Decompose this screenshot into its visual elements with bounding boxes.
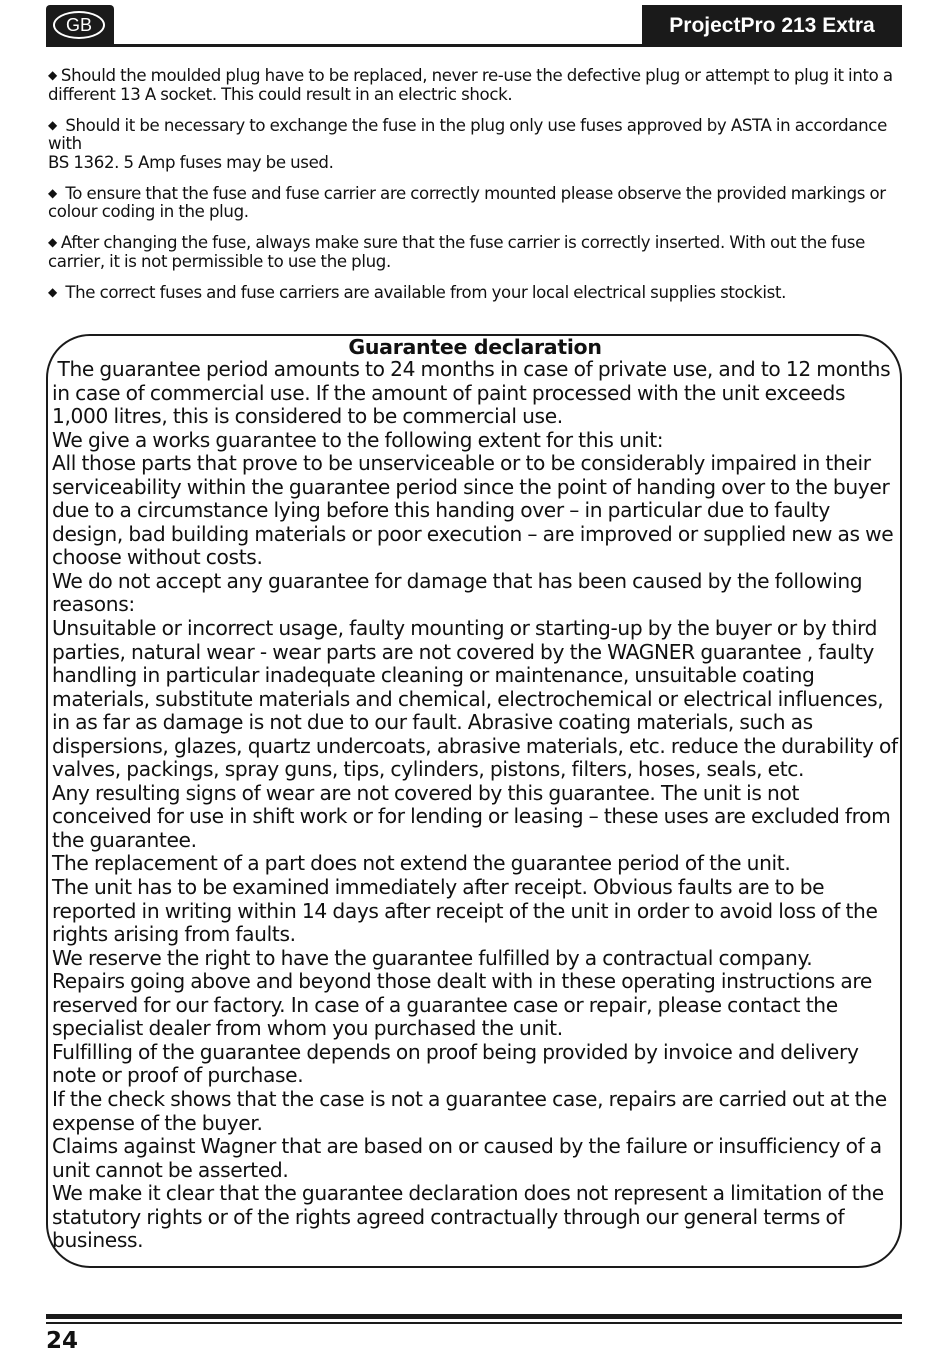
bullet-text: Should it be necessary to exchange the fuse in the plug only use fuses approved by ASTA in accordance with BS 1362. 5 Amp fuses may be used.	[48, 115, 887, 172]
bullet-text: The correct fuses and fuse carriers are available from your local electrical supplies stockist.	[65, 282, 787, 302]
country-badge	[46, 5, 114, 47]
guarantee-paragraph: If the check shows that the case is not a guarantee case, repairs are carried out at the expense of the buyer.	[52, 1086, 887, 1135]
diamond-bullet-icon: ◆	[48, 185, 57, 200]
guarantee-paragraph: We do not accept any guarantee for damage that has been caused by the following reasons:	[52, 568, 863, 617]
guarantee-paragraph: Claims against Wagner that are based on or caused by the failure or insufficiency of a unit cannot be asserted.	[52, 1134, 882, 1182]
diamond-bullet-icon: ◆	[48, 284, 57, 299]
guarantee-paragraph: All those parts that prove to be unserviceable or to be considerably impaired in their serviceability within the guarantee period since the point of handing over to the buyer due to a circumstance lying before this handing over – in particular due to faulty design, bad building materials or poor execution – are improved or supplied new as we choose without costs.	[52, 451, 894, 570]
bullet-item	[48, 233, 906, 271]
guarantee-title: Guarantee declaration	[348, 335, 602, 359]
bullet-item	[48, 184, 906, 222]
footer-rule-thin	[46, 1322, 902, 1324]
guarantee-paragraph: We reserve the right to have the guarantee fulfilled by a contractual company.	[52, 945, 813, 970]
diamond-bullet-icon: ◆	[48, 68, 57, 82]
product-title: ProjectPro 213 Extra	[642, 5, 902, 47]
page-header	[46, 5, 902, 49]
bullet-item	[48, 116, 906, 173]
guarantee-paragraph: Repairs going above and beyond those dealt with in these operating instructions are reserved for our factory. In case of a guarantee case or repair, please contact the specialist dealer from whom you purchased the unit.	[52, 969, 872, 1041]
guarantee-paragraph: The unit has to be examined immediately after receipt. Obvious faults are to be reported in writing within 14 days after receipt of the unit in order to avoid loss of the rights arising from faults.	[52, 875, 878, 947]
country-code: GB	[53, 11, 105, 39]
guarantee-paragraph: The guarantee period amounts to 24 months in case of private use, and to 12 months in case of commercial use. If the amount of paint processed with the unit exceeds 1,000 litres, this is considered to be commercial use.	[52, 357, 896, 429]
footer-rule	[46, 1314, 902, 1319]
guarantee-paragraph: Any resulting signs of wear are not covered by this guarantee. The unit is not conceived for use in shift work or for lending or leasing – these uses are excluded from the guarantee.	[52, 780, 891, 852]
diamond-bullet-icon: ◆	[48, 117, 57, 132]
guarantee-paragraph: Fulfilling of the guarantee depends on proof being provided by invoice and delivery note or proof of purchase.	[52, 1039, 859, 1088]
diamond-bullet-icon: ◆	[48, 235, 57, 249]
bullet-text: After changing the fuse, always make sure that the fuse carrier is correctly inserted. With out the fuse carrier, it is not permissible to use the plug.	[48, 233, 865, 271]
guarantee-paragraph: The replacement of a part does not extend the guarantee period of the unit.	[52, 851, 791, 876]
bullet-item	[48, 283, 906, 303]
guarantee-paragraph: Unsuitable or incorrect usage, faulty mounting or starting-up by the buyer or by third parties, natural wear - wear parts are not covered by the WAGNER guarantee , faulty handling in particular inadequate cleaning or maintenance, unsuitable coating materials, substitute materials and chemical, electrochemical or electrical influences, in as far as damage is not due to our fault. Abrasive coating materials, such as dispersions, glazes, quartz undercoats, abrasive materials, etc. reduce the durability of valves, packings, spray guns, tips, cylinders, pistons, filters, hoses, seals, etc.	[52, 616, 898, 782]
guarantee-body	[52, 358, 900, 1253]
bullet-item	[48, 66, 906, 104]
bullet-text: Should the moulded plug have to be replaced, never re-use the defective plug or attempt to plug it into a different 13 A socket. This could result in an electric shock.	[48, 66, 893, 104]
page-number: 24	[46, 1328, 79, 1354]
guarantee-paragraph: We make it clear that the guarantee declaration does not represent a limitation of the statutory rights or of the rights agreed contractually through our general terms of business.	[52, 1181, 884, 1253]
safety-bullet-list	[48, 66, 906, 314]
guarantee-paragraph: We give a works guarantee to the following extent for this unit:	[52, 427, 664, 452]
header-rule	[114, 44, 694, 47]
bullet-text: To ensure that the fuse and fuse carrier are correctly mounted please observe the provided markings or colour coding in the plug.	[48, 183, 886, 221]
